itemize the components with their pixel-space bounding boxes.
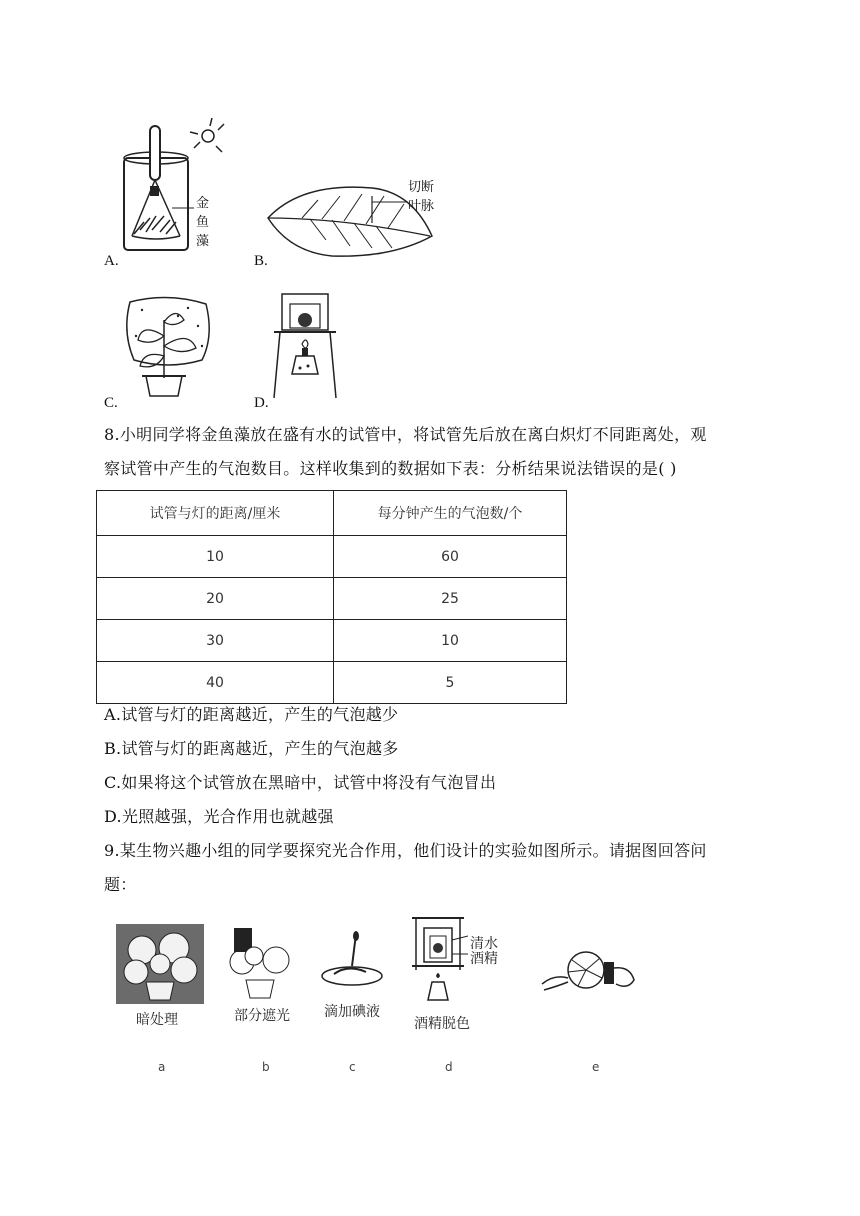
table-cell: 10 [334,620,567,662]
step-e-image [538,948,640,1008]
question-8-stem [104,418,764,486]
step-c-caption: 滴加碘液 [324,1004,380,1020]
bubble-data-table [96,490,567,704]
figure-d [270,290,340,402]
option-b-label: B. [254,253,268,269]
question-9-stem-line1: 9.某生物兴趣小组的同学要探究光合作用，他们设计的实验如图所示。请据图回答问 [104,841,707,860]
step-b-image [224,926,300,1000]
question-9-stem-line2: 题： [104,875,137,894]
table-cell: 10 [97,536,334,578]
alcohol-decolorization-setup-illustration [408,914,468,1010]
step-c-image [318,928,388,992]
iodine-dropper-dish-illustration [318,928,388,992]
partial-shading-plant-illustration [224,926,300,1000]
question-8-stem-line1: 8.小明同学将金鱼藻放在盛有水的试管中，将试管先后放在离白炽灯不同距离处，观 [104,425,707,444]
question-9-stem [104,834,764,902]
question-8-option-b[interactable]: B.试管与灯的距离越近，产生的气泡越多 [104,739,399,758]
table-header-bubbles: 每分钟产生的气泡数/个 [334,491,567,536]
table-cell: 40 [97,662,334,704]
table-cell: 30 [97,620,334,662]
step-d-caption: 酒精脱色 [414,1016,470,1032]
step-b-caption: 部分遮光 [234,1008,290,1024]
step-d-label-alcohol: 酒精 [470,951,498,967]
table-cell: 20 [97,578,334,620]
figure-a-annotation: 金 鱼 藻 [196,196,210,249]
table-cell: 60 [334,536,567,578]
step-a-image [116,924,204,1004]
question-8-option-d[interactable]: D.光照越强，光合作用也就越强 [104,807,334,826]
step-a-caption: 暗处理 [136,1012,178,1028]
alcohol-lamp-beaker-illustration [270,290,340,402]
table-header-distance: 试管与灯的距离/厘米 [97,491,334,536]
question-8-options [104,698,764,834]
step-e-letter: e [592,1060,600,1074]
table-row [97,536,567,578]
step-b-letter: b [262,1060,270,1074]
table-cell: 5 [334,662,567,704]
step-c-letter: c [349,1060,356,1074]
table-cell: 25 [334,578,567,620]
dark-treatment-plant-illustration [116,924,204,1004]
question-8-option-c[interactable]: C.如果将这个试管放在黑暗中，试管中将没有气泡冒出 [104,773,497,792]
option-c-label: C. [104,395,118,411]
question-8-option-a[interactable]: A.试管与灯的距离越近，产生的气泡越少 [104,705,399,724]
question-8-stem-line2: 察试管中产生的气泡数目。这样收集到的数据如下表：分析结果说法错误的是( ) [104,459,677,478]
table-row [97,620,567,662]
table-row [97,578,567,620]
step-d-image [408,914,468,1010]
potted-plant-bag-illustration [118,296,218,400]
option-a-label: A. [104,253,119,269]
step-a-letter: a [158,1060,166,1074]
figure-c [118,296,218,400]
option-d-label: D. [254,395,269,411]
figure-b-annotation: 切断 叶脉 [408,180,435,214]
step-d-letter: d [445,1060,453,1074]
table-header-row [97,491,567,536]
hand-holding-leaf-illustration [538,948,640,1008]
step-d-label-water: 清水 [470,936,498,952]
